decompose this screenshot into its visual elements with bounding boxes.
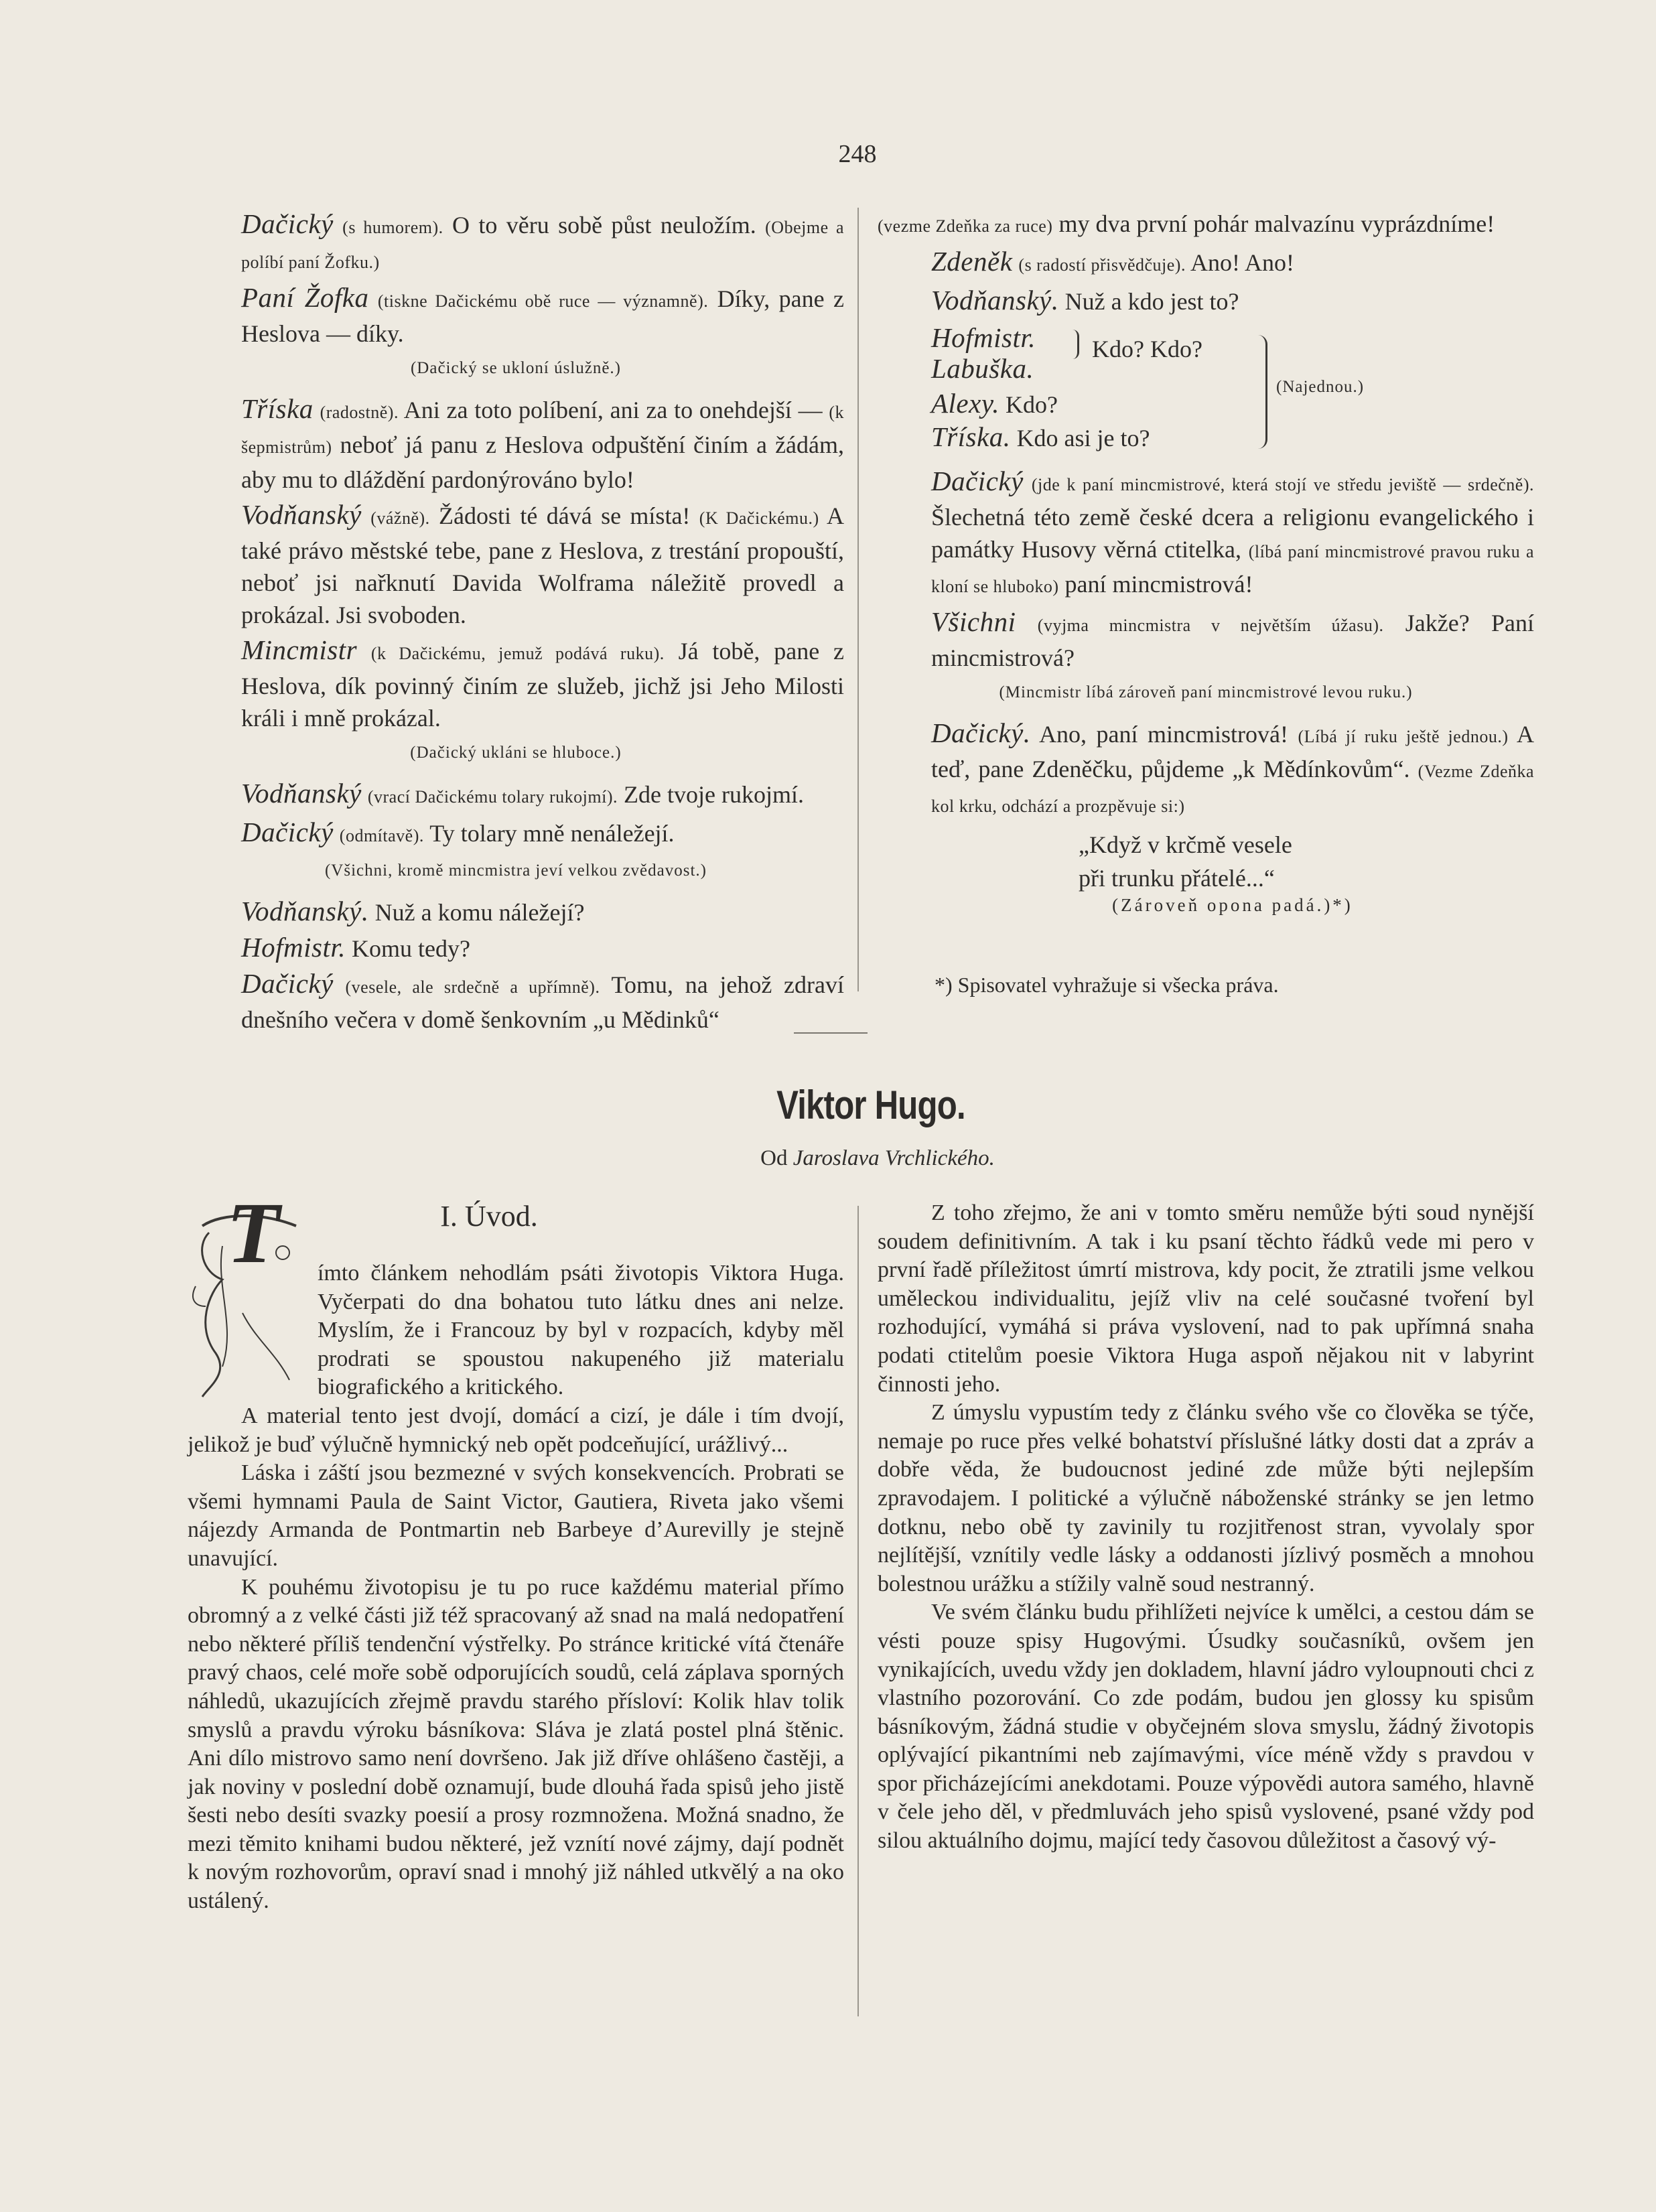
speech-text: Já tobě, pane z Heslova, dík povinný činím ze služeb, jichž jsi Jeho Milosti králi i mně prokázal. (241, 638, 845, 732)
speaker: Hofmistr. (931, 322, 1036, 353)
speech-text: Ani za toto políbení, ani za to onehdejší — (403, 397, 823, 423)
speech-text: Ty tolary mně nenáležejí. (429, 820, 675, 847)
paragraph: Z toho zřejmo, že ani v tomto směru nemůže býti soud nynější soudem definitivním. A tak i ku psaní těchto řádků vede mi pero v první řadě příležitost úmrtí mistrova, kdy pocit, že ztratili jsme velkou uměleckou individualitu, jejíž vliv na celé současné tvoření byl rozhodující, vymáhá si práva vyslovení, nad to pak upřímná snaha podati ctitelům poesie Viktora Huga aspoň nějakou nit v labyrint činnosti jeho. (878, 1200, 1534, 1397)
brace-large (1256, 335, 1267, 449)
stage-direction: (Mincmistr líbá zároveň paní mincmistrové levou ruku.) (999, 683, 1413, 701)
speech (188, 498, 844, 631)
page-number: 248 (838, 140, 877, 168)
stage-direction: (vrací Dačickému tolary rukojmí). (367, 787, 618, 807)
speech-text: Žádosti té dává se místa! (439, 502, 691, 529)
stage-direction: (Najednou.) (1276, 378, 1365, 396)
speech (188, 281, 844, 350)
speaker: Tříska (241, 393, 314, 424)
stage-direction: (k Dačickému, jemuž podává ruku). (370, 644, 665, 663)
stage-direction: (vážně). (370, 508, 430, 528)
section-heading: I. Úvod. (440, 1200, 538, 1233)
speech (878, 465, 1534, 603)
speech-text: Šlechetná této země české dcera a religionu evangelického i památky Husovy věrná ctitelka, (931, 504, 1534, 563)
speaker: Dačický (241, 208, 334, 239)
stage-direction: (líbá paní mincmistrové pravou ruku a kloní se hluboko) (931, 542, 1535, 596)
essay-right-column (878, 1199, 1534, 1856)
speech-text: Tomu, na jehož zdraví dnešního večera v domě šenkovním „u Mědinků“ (241, 971, 844, 1033)
brace-small (1072, 330, 1079, 359)
decorated-initial (182, 1185, 309, 1400)
stage-direction: (jde k paní mincmistrové, která stojí ve středu jeviště — srdečně). (1031, 475, 1535, 494)
speech: Tříska. Kdo asi je to? (931, 421, 1150, 452)
speech-text: Kdo? Kdo? (1092, 336, 1202, 362)
speaker: Vodňanský. (931, 285, 1059, 316)
speech (878, 606, 1534, 674)
speech (188, 777, 844, 813)
speech-text: paní mincmistrová! (1064, 571, 1253, 598)
speech (188, 634, 844, 734)
song-line: při trunku přátelé...“ (1079, 865, 1275, 892)
speech-text: Zde tvoje rukojmí. (624, 781, 804, 808)
speaker: Hofmistr. (241, 932, 346, 963)
speech (188, 931, 844, 965)
speech-text: Ano! Ano! (1190, 249, 1294, 276)
speech-text: my dva první pohár malvazínu vyprázdníme! (1058, 210, 1495, 237)
speech-text: O to věru sobě půst neuložím. (452, 212, 756, 238)
stage-direction: (Dačický se ukloní úslužně.) (410, 359, 622, 377)
stage-direction: (vesele, ale srdečně a upřímně). (345, 977, 600, 997)
stage-direction: (Vezme Zdeňka kol krku, odchází a prozpěvuje si:) (931, 762, 1535, 816)
initial-letter: T (226, 1185, 280, 1282)
speaker: Mincmistr (241, 634, 358, 665)
speaker: Zdeněk (931, 246, 1013, 277)
speech (878, 284, 1534, 318)
speech-text: Ano, paní mincmistrová! (1039, 721, 1288, 748)
paragraph: Láska i záští jsou bezmezné v svých konsekvencích. Probrati se všemi hymnami Paula de Saint Victor, Gautiera, Riveta jako všemi nájezdy Armanda de Pontmartin neb Barbeye d’Aurevilly je stejně unavující. (188, 1460, 844, 1571)
stage-direction: (K Dačickému.) (699, 508, 819, 528)
speech-text: Komu tedy? (352, 935, 470, 962)
speech (878, 245, 1534, 281)
stage-direction: (s radostí přisvědčuje). (1018, 255, 1186, 275)
footnote: *) Spisovatel vyhražuje si všecka práva. (935, 973, 1279, 997)
stage-direction: (Všichni, kromě mincmistra jeví velkou zvědavost.) (324, 861, 707, 880)
paragraph: Ve svém článku budu přihlížeti nejvíce k umělci, a cestou dám se vésti pouze spisy Hugovými. Úsudky současníků, ovšem jen vynikajících, uvedu vždy jen dokladem, hlavní jádro vyloupnouti chci z vlastního pozorování. Co zde podám, budou jen glossy ku spisům básníkovým, žádná studie v obyčejném slova smyslu, žádný životopis oplývající pikantními neb zajímavými, více méně vždy s pravdou v spor přicházejícími anekdotami. Pouze výpovědi autora samého, hlavně v čele jeho děl, v předmluvách jeho spisů vyslovené, psané vždy pod silou aktuálního dojmu, mající tedy časovou důležitost a časový vý- (878, 1600, 1534, 1854)
speech: Alexy. Kdo? (931, 388, 1058, 419)
speech-text: Díky, pane z Heslova — díky. (241, 285, 844, 347)
speech-text: A také právo městské tebe, pane z Heslova, z trestání propouští, neboť jsi nařknutí Davida Wolframa náležitě provedl a prokázal. Jsi svoboden. (241, 502, 845, 628)
column-divider (857, 208, 859, 991)
stage-direction: (k šepmistrům) (241, 403, 845, 457)
paragraph: Z úmyslu vypustím tedy z článku svého vše co člověka se týče, nemaje po ruce přes velké bohatství příslušné látky dosti dat a zpráv a dobře věda, že budoucnost jediné zde může býti nejlepším zpravodajem. I politické a výlučně náboženské stránky se jen letmo dotknu, nebo obě ty zavinily tu rozjitřenost stran, vyvolaly spor nejlítější, vznítily vedle lásky a oddanosti jízlivý posměch a mnohou bolestnou urážku a stížily valně soud nestranný. (878, 1400, 1534, 1596)
play-left-column (188, 208, 844, 1038)
speaker: Dačický (931, 466, 1024, 496)
stage-direction: (Dačický ukláni se hluboce.) (410, 744, 622, 762)
paragraph: A material tento jest dvojí, domácí a cizí, je dále i tím dvojí, jelikož je buď výlučně hymnický neb opět podceňující, urážlivý... (188, 1403, 844, 1457)
speaker: Dačický. (931, 717, 1031, 748)
song-line: „Když v krčmě vesele (1079, 831, 1292, 858)
speech-text: Jakže? Paní mincmistrová? (931, 610, 1535, 671)
speaker: Dačický (241, 817, 334, 847)
speech-text: Nuž a komu náležejí? (374, 899, 585, 926)
speaker: Vodňanský. (241, 896, 369, 926)
stage-direction: (odmítavě). (339, 826, 424, 845)
section-rule (794, 1032, 868, 1034)
speech-text: neboť já panu z Heslova odpuštění činím a žádám, aby mu to dláždění pardonýrováno bylo! (241, 431, 845, 493)
speaker: Všichni (931, 606, 1016, 637)
stage-direction: (radostně). (320, 403, 399, 422)
column-divider (857, 1206, 859, 2016)
speech (188, 967, 844, 1036)
speech (188, 816, 844, 852)
stage-direction: (vyjma mincmistra v největším úžasu). (1037, 616, 1384, 635)
stage-direction: (s humorem). (342, 218, 443, 237)
speech (878, 717, 1534, 823)
stage-direction: (Líbá jí ruku ještě jednou.) (1298, 727, 1509, 746)
article-byline: Od Jaroslava Vrchlického. (760, 1146, 995, 1170)
speech-text: Nuž a kdo jest to? (1064, 288, 1239, 315)
speech (188, 208, 844, 279)
stage-direction: (tiskne Dačickému obě ruce — významně). (377, 291, 709, 311)
speaker: Dačický (241, 968, 334, 999)
speech-text: A teď, pane Zdeněčku, půjdeme „k Mědínkovům“. (931, 721, 1534, 782)
stage-direction: (Obejme a políbí paní Žofku.) (241, 218, 845, 272)
paragraph: T ímto článkem nehodlám psáti životopis Viktora Huga. Vyčerpati do dna bohatou tuto látku dnes ani nelze. Myslím, že i Francouz by byl v rozpacích, kdyby měl prodrati se spoustou nakupeného již materialu biografického a kritického. (188, 1259, 844, 1402)
speaker: Labuška. (931, 353, 1034, 384)
stage-direction: (vezme Zdeňka za ruce) (878, 216, 1053, 236)
speech (188, 393, 844, 496)
final-stage-direction: (Zároveň opona padá.)*) (1112, 895, 1353, 915)
speaker: Vodňanský (241, 499, 362, 530)
speaker: Vodňanský (241, 778, 362, 809)
speech (878, 208, 1534, 243)
song-verse (878, 828, 1534, 895)
chorus-group (878, 322, 1534, 456)
paragraph: K pouhému životopisu je tu po ruce každému material přímo obromný a z velké části již též spracovaný až snad na malá nedopatření nebo některé příliš tendenční výstřelky. Po stránce kritické vítá čtenáře pravý chaos, celé moře sobě odporujících soudů, celá záplava sporných náhledů, ukazujících zřejmě pravdu starého přísloví: Kolik hlav tolik smyslů a pravdu výroku básníkova: Sláva je zlatá postel plná štěnic. Ani dílo mistrovo samo není dovršeno. Jak již dříve ohlášeno častěji, a jak noviny v poslední době oznamují, bude dlouhá řada spisů jeho jistě šesti nebo desíti svazky poesií a prosy rozmnožena. Možná snadno, že mezi těmito knihami budou některé, jež vznítí nové zájmy, dají podnět k novým rozhovorům, opraví snad i mnohý již náhled utkvělý a na oko ustálený. (188, 1574, 844, 1914)
play-right-column (878, 208, 1534, 916)
speaker: Paní Žofka (241, 282, 369, 313)
speech (188, 895, 844, 928)
article-title: Viktor Hugo. (776, 1083, 965, 1127)
